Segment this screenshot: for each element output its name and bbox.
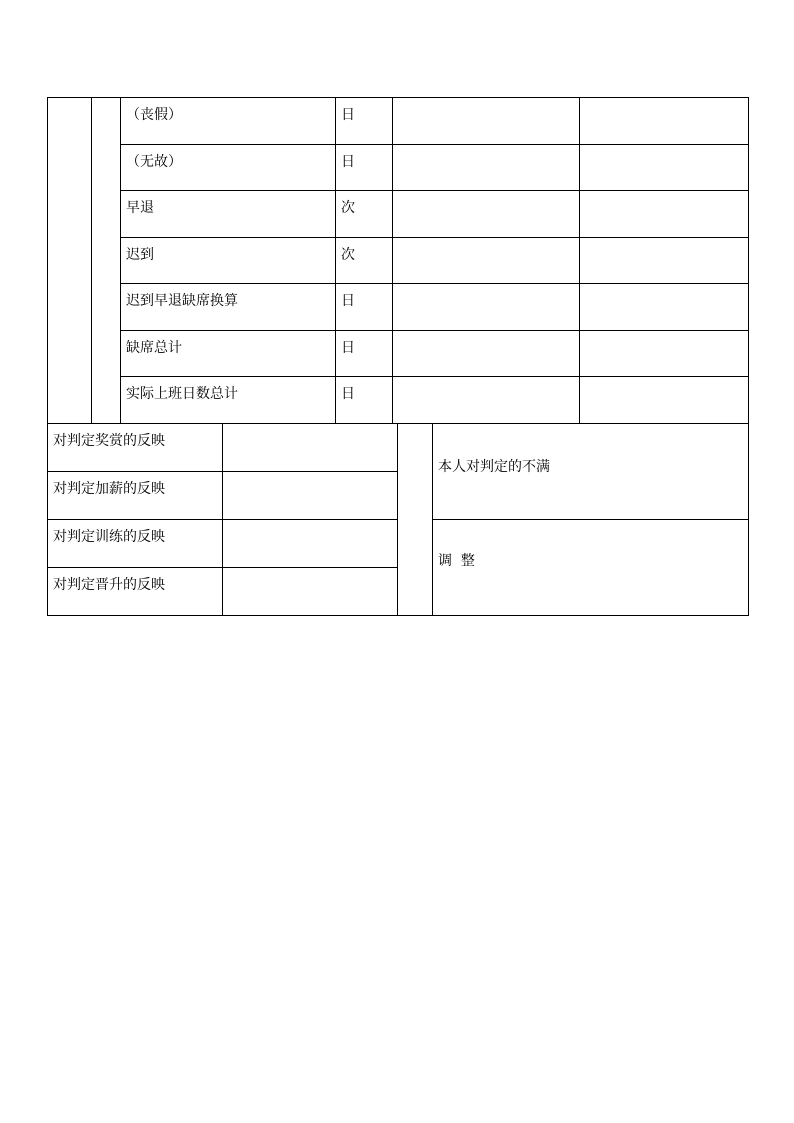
- attendance-item: （丧假）: [121, 98, 336, 145]
- dissatisfaction-label: 本人对判定的不满: [438, 459, 550, 475]
- remark-cell[interactable]: [580, 377, 749, 424]
- reaction-label: 对判定晋升的反映: [48, 568, 223, 616]
- divider-cell: [398, 424, 433, 616]
- value-cell[interactable]: [393, 330, 580, 377]
- attendance-unit: 日: [336, 284, 393, 331]
- attendance-unit: 次: [336, 237, 393, 284]
- attendance-table: [47, 97, 749, 424]
- reaction-value-cell[interactable]: [223, 568, 398, 616]
- table-row: [48, 330, 749, 377]
- attendance-item: 早退: [121, 191, 336, 238]
- adjustment-label: 调 整: [438, 553, 475, 569]
- value-cell[interactable]: [393, 377, 580, 424]
- reaction-value-cell[interactable]: [223, 520, 398, 568]
- attendance-item: 迟到早退缺席换算: [121, 284, 336, 331]
- attendance-item: 迟到: [121, 237, 336, 284]
- subcategory-cell: [92, 98, 121, 424]
- reaction-label: 对判定加薪的反映: [48, 472, 223, 520]
- attendance-item: （无故）: [121, 144, 336, 191]
- category-cell: [48, 98, 92, 424]
- table-row: [48, 284, 749, 331]
- remark-cell[interactable]: [580, 330, 749, 377]
- reaction-label: 对判定训练的反映: [48, 520, 223, 568]
- table-row: [48, 424, 749, 472]
- attendance-unit: 日: [336, 330, 393, 377]
- attendance-unit: 日: [336, 98, 393, 145]
- remark-cell[interactable]: [580, 98, 749, 145]
- table-row: [48, 98, 749, 145]
- value-cell[interactable]: [393, 237, 580, 284]
- table-row: [48, 191, 749, 238]
- attendance-item: 实际上班日数总计: [121, 377, 336, 424]
- reaction-value-cell[interactable]: [223, 424, 398, 472]
- reaction-label: 对判定奖赏的反映: [48, 424, 223, 472]
- attendance-unit: 次: [336, 191, 393, 238]
- remark-cell[interactable]: [580, 191, 749, 238]
- attendance-unit: 日: [336, 377, 393, 424]
- value-cell[interactable]: [393, 144, 580, 191]
- table-row: [48, 144, 749, 191]
- attendance-item: 缺席总计: [121, 330, 336, 377]
- table-row: [48, 237, 749, 284]
- reaction-table: [47, 423, 749, 616]
- adjustment-cell[interactable]: [433, 520, 749, 616]
- remark-cell[interactable]: [580, 237, 749, 284]
- remark-cell[interactable]: [580, 284, 749, 331]
- remark-cell[interactable]: [580, 144, 749, 191]
- dissatisfaction-cell[interactable]: [433, 424, 749, 520]
- value-cell[interactable]: [393, 98, 580, 145]
- value-cell[interactable]: [393, 284, 580, 331]
- reaction-value-cell[interactable]: [223, 472, 398, 520]
- value-cell[interactable]: [393, 191, 580, 238]
- table-row: [48, 377, 749, 424]
- attendance-unit: 日: [336, 144, 393, 191]
